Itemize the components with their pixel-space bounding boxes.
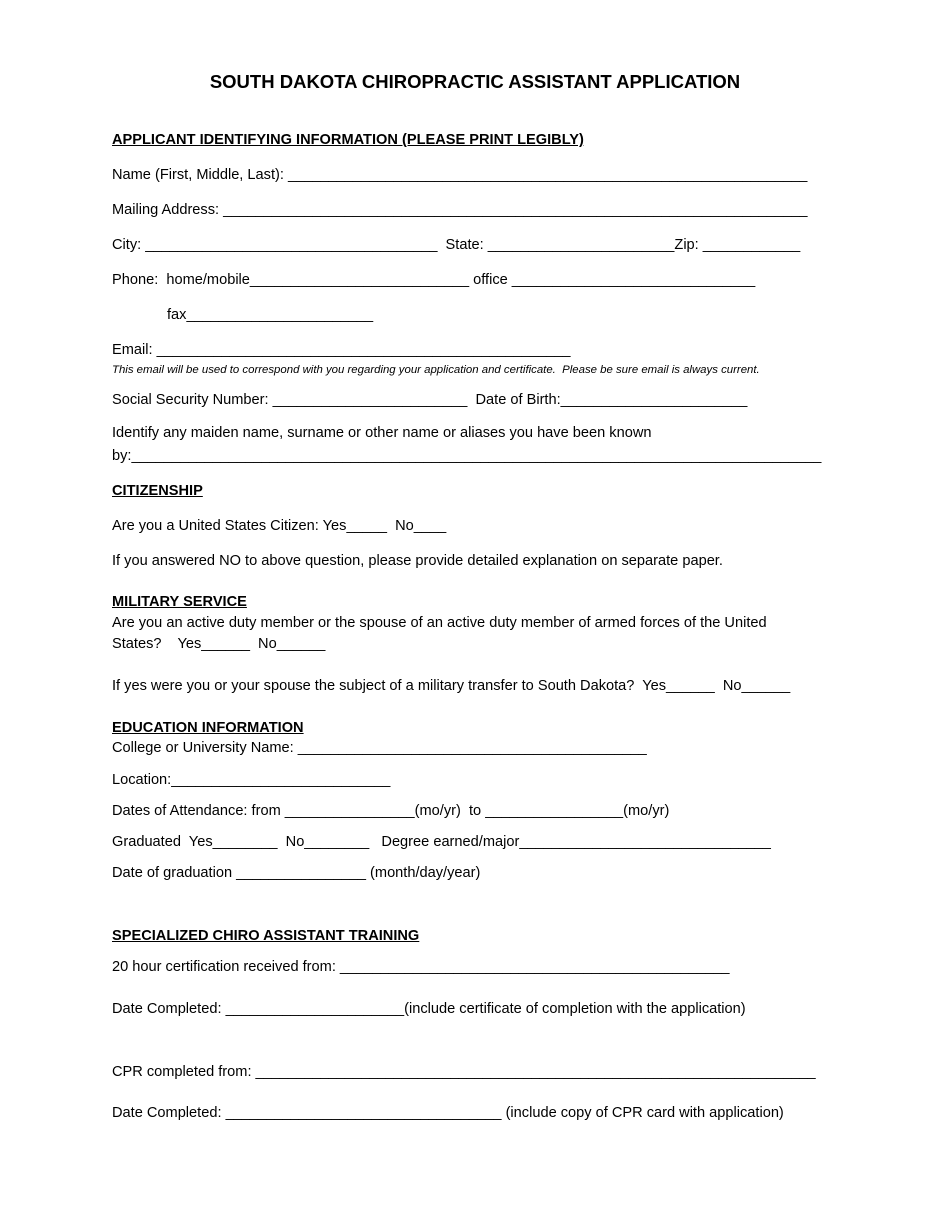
- section-heading-training: SPECIALIZED CHIRO ASSISTANT TRAINING: [112, 928, 420, 944]
- military-transfer-question[interactable]: If yes were you or your spouse the subject of a military transfer to South Dakota? Yes______ No______: [112, 678, 791, 694]
- attendance-dates-field[interactable]: Dates of Attendance: from ________________(mo/yr) to _________________(mo/yr): [112, 803, 670, 819]
- aliases-field[interactable]: by:_____________________________________________________________________________________: [112, 448, 822, 464]
- certification-date-field[interactable]: Date Completed: ______________________(include certificate of completion with the application): [112, 1001, 746, 1017]
- military-question-line-2[interactable]: States? Yes______ No______: [112, 636, 326, 652]
- section-heading-education: EDUCATION INFORMATION: [112, 720, 304, 736]
- email-field[interactable]: Email: ___________________________________________________: [112, 342, 571, 358]
- cpr-date-field[interactable]: Date Completed: __________________________________ (include copy of CPR card with application): [112, 1105, 784, 1121]
- graduation-date-field[interactable]: Date of graduation ________________ (month/day/year): [112, 865, 481, 881]
- aliases-label: Identify any maiden name, surname or other name or aliases you have been known: [112, 425, 652, 441]
- fax-field[interactable]: fax_______________________: [167, 307, 374, 323]
- section-heading-identifying: APPLICANT IDENTIFYING INFORMATION (PLEASE PRINT LEGIBLY): [112, 132, 584, 148]
- form-title: SOUTH DAKOTA CHIROPRACTIC ASSISTANT APPLICATION: [209, 71, 741, 92]
- ssn-dob-field[interactable]: Social Security Number: ________________________ Date of Birth:_______________________: [112, 392, 748, 408]
- military-question-line-1: Are you an active duty member or the spouse of an active duty member of armed forces of the United: [112, 615, 767, 631]
- phone-field[interactable]: Phone: home/mobile___________________________ office ______________________________: [112, 272, 756, 288]
- city-state-zip-field[interactable]: City: ____________________________________ State: _______________________Zip: ____________: [112, 237, 801, 253]
- mailing-address-field[interactable]: Mailing Address: ________________________________________________________________________: [112, 202, 808, 218]
- certification-source-field[interactable]: 20 hour certification received from: ________________________________________________: [112, 959, 730, 975]
- graduated-field[interactable]: Graduated Yes________ No________ Degree earned/major_______________________________: [112, 834, 771, 850]
- college-field[interactable]: College or University Name: ___________________________________________: [112, 740, 647, 756]
- citizenship-note: If you answered NO to above question, please provide detailed explanation on separate paper.: [112, 553, 723, 569]
- name-field[interactable]: Name (First, Middle, Last): ________________________________________________________________: [112, 167, 808, 183]
- section-heading-citizenship: CITIZENSHIP: [112, 483, 203, 499]
- citizenship-question[interactable]: Are you a United States Citizen: Yes_____ No____: [112, 518, 447, 534]
- email-note: This email will be used to correspond with you regarding your application and certificate. Please be sure email is always current.: [112, 364, 760, 376]
- cpr-source-field[interactable]: CPR completed from: _____________________________________________________________________: [112, 1064, 816, 1080]
- location-field[interactable]: Location:___________________________: [112, 772, 391, 788]
- section-heading-military: MILITARY SERVICE: [112, 594, 247, 610]
